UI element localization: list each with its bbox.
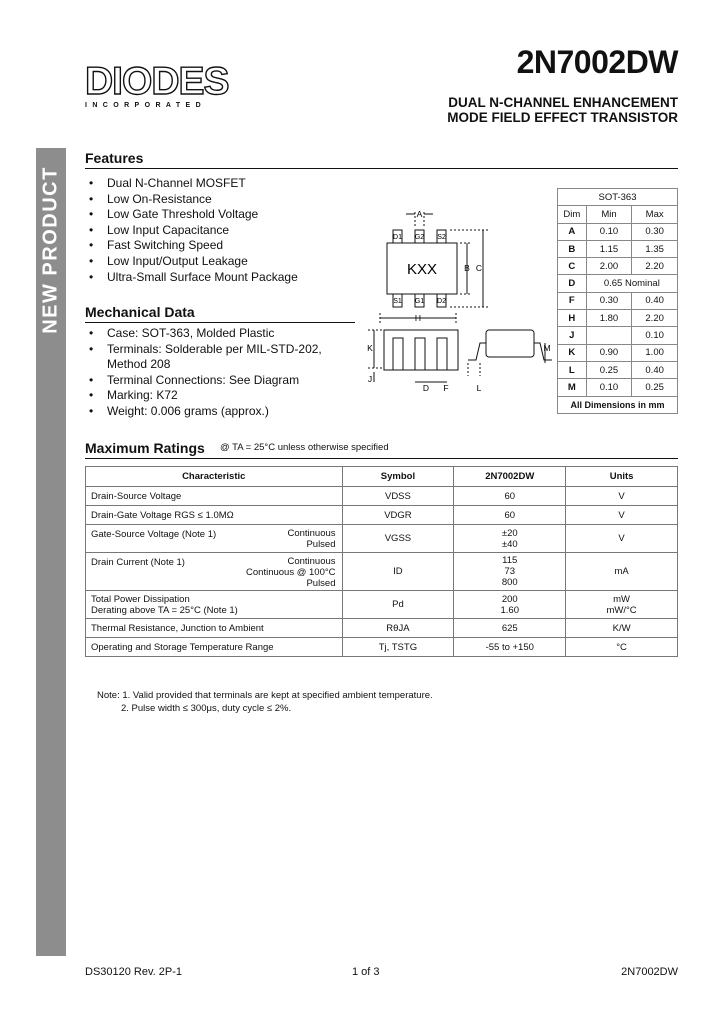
cond-1: Continuous <box>287 556 336 567</box>
pin-label-top-2: G2 <box>414 234 425 241</box>
features-title: Features <box>85 150 144 166</box>
ratings-unit: K/W <box>566 619 678 638</box>
dim-label-h: H <box>414 313 422 323</box>
cond-3: Pulsed <box>306 578 336 589</box>
marking-label: KXX <box>406 261 438 278</box>
ratings-header-row <box>86 467 678 487</box>
note-2: 2. Pulse width ≤ 300μs, duty cycle ≤ 2%. <box>121 703 292 714</box>
ratings-row-vdgr <box>86 506 678 525</box>
dim-cell: 0.40 <box>632 361 678 378</box>
ratings-char: Drain-Gate Voltage RGS ≤ 1.0MΩ <box>86 506 343 525</box>
char-line-1: Total Power Dissipation <box>91 593 190 605</box>
dim-row <box>558 310 678 327</box>
dim-label-d: D <box>422 383 430 393</box>
feature-item: • Low Input Capacitance <box>86 223 298 239</box>
ratings-header-characteristic: Characteristic <box>86 467 343 487</box>
feature-item: • Dual N-Channel MOSFET <box>86 176 298 192</box>
dim-label-a: A <box>416 209 423 219</box>
dim-cell: H <box>558 310 587 327</box>
mechanical-item: • Terminal Connections: See Diagram <box>86 373 322 389</box>
dim-cell: 0.25 <box>586 361 632 378</box>
feature-item: • Fast Switching Speed <box>86 238 298 254</box>
dim-cell: 0.65 Nominal <box>586 275 677 292</box>
subtitle-line-2: MODE FIELD EFFECT TRANSISTOR <box>447 110 678 125</box>
dim-cell: 0.10 <box>586 379 632 396</box>
mechanical-item <box>86 342 322 373</box>
dim-cell: B <box>558 240 587 257</box>
package-diagram <box>360 200 555 405</box>
ratings-symbol: VDSS <box>342 487 454 506</box>
dim-row <box>558 275 678 292</box>
ratings-unit: mA <box>566 553 678 591</box>
pin-label-top-3: S2 <box>437 234 446 241</box>
ratings-unit: V <box>566 487 678 506</box>
dim-cell: 0.25 <box>632 379 678 396</box>
ratings-char: Operating and Storage Temperature Range <box>86 638 343 657</box>
ratings-header-value: 2N7002DW <box>454 467 566 487</box>
ratings-table <box>85 466 678 657</box>
value-1: ±20 <box>501 527 518 539</box>
mechanical-list <box>86 326 322 420</box>
new-product-label <box>38 160 64 340</box>
ratings-value <box>454 525 566 553</box>
dim-cell: C <box>558 258 587 275</box>
dim-cell: 1.35 <box>632 240 678 257</box>
dim-label-l: L <box>476 383 482 393</box>
features-list <box>86 176 298 285</box>
dim-row <box>558 379 678 396</box>
pin-label-top-1: D1 <box>393 234 402 241</box>
ratings-rule <box>85 458 678 459</box>
value-2: 1.60 <box>500 604 519 616</box>
dim-cell: 1.80 <box>586 310 632 327</box>
dim-cell: 0.10 <box>586 223 632 240</box>
dim-header-min: Min <box>586 206 632 223</box>
feature-item: • Low On-Resistance <box>86 192 298 208</box>
logo-text: DIODES <box>85 60 229 103</box>
ratings-symbol: Tj, TSTG <box>342 638 454 657</box>
dim-cell: J <box>558 327 587 344</box>
ratings-row-tj <box>86 638 678 657</box>
ratings-char: Drain-Source Voltage <box>86 487 343 506</box>
ratings-cond <box>246 556 336 589</box>
features-rule <box>85 168 678 169</box>
dim-label-k: K <box>367 343 373 353</box>
ratings-value <box>454 553 566 591</box>
ratings-char <box>86 591 343 619</box>
dim-cell: 0.40 <box>632 292 678 309</box>
dim-cell: 1.00 <box>632 344 678 361</box>
dim-cell: F <box>558 292 587 309</box>
dim-cell: 0.10 <box>632 327 678 344</box>
ratings-row-vdss <box>86 487 678 506</box>
device-subtitle <box>447 95 678 125</box>
pin-label-bottom-3: D2 <box>437 298 446 305</box>
dim-cell: 0.30 <box>632 223 678 240</box>
ratings-value: 625 <box>454 619 566 638</box>
logo-subtext: INCORPORATED <box>85 102 207 109</box>
dim-cell: 2.20 <box>632 310 678 327</box>
ratings-symbol: Pd <box>342 591 454 619</box>
dim-row <box>558 361 678 378</box>
dim-label-m: M <box>543 343 551 353</box>
ratings-value <box>454 591 566 619</box>
value-2: 73 <box>504 566 516 577</box>
ratings-header-symbol: Symbol <box>342 467 454 487</box>
dim-row <box>558 327 678 344</box>
note-1: Note: 1. Valid provided that terminals are kept at specified ambient temperature. <box>97 690 433 701</box>
ratings-unit <box>566 591 678 619</box>
ratings-row-rth <box>86 619 678 638</box>
ratings-row-pd <box>86 591 678 619</box>
lead-1 <box>393 338 403 370</box>
dim-label-j: J <box>367 374 373 384</box>
dim-row <box>558 292 678 309</box>
ratings-symbol: ID <box>342 553 454 591</box>
ratings-value: 60 <box>454 506 566 525</box>
ratings-unit: V <box>566 506 678 525</box>
dim-cell: 2.00 <box>586 258 632 275</box>
ratings-value: 60 <box>454 487 566 506</box>
value-1: 200 <box>501 593 518 605</box>
ratings-header-units: Units <box>566 467 678 487</box>
value-2: ±40 <box>501 538 518 550</box>
footer-part-number: 2N7002DW <box>621 966 678 978</box>
feature-item: • Ultra-Small Surface Mount Package <box>86 270 298 286</box>
dim-row <box>558 240 678 257</box>
dim-label-c: C <box>475 263 483 273</box>
dim-row <box>558 344 678 361</box>
ratings-symbol: VDGR <box>342 506 454 525</box>
mechanical-terminals-cont: Method 208 <box>107 357 171 372</box>
footer-page-number: 1 of 3 <box>352 966 380 978</box>
ratings-row-vgss <box>86 525 678 553</box>
pin-label-bottom-2: G1 <box>414 298 425 305</box>
ratings-unit: V <box>566 525 678 553</box>
mechanical-item: • Case: SOT-363, Molded Plastic <box>86 326 322 342</box>
ratings-note: @ TA = 25°C unless otherwise specified <box>220 442 389 453</box>
dim-cell <box>586 327 632 344</box>
ratings-char <box>86 553 343 591</box>
dimensions-package: SOT-363 <box>558 189 678 206</box>
value-3: 800 <box>501 577 518 588</box>
dimensions-table <box>557 188 678 414</box>
dim-cell: K <box>558 344 587 361</box>
part-number-title: 2N7002DW <box>516 44 678 80</box>
mechanical-terminals: Terminals: Solderable per MIL-STD-202, <box>107 341 322 356</box>
char-line-2: Derating above TA = 25°C (Note 1) <box>91 604 238 616</box>
ratings-symbol: RθJA <box>342 619 454 638</box>
dim-row <box>558 223 678 240</box>
cond-1: Continuous <box>287 528 336 539</box>
ratings-value: -55 to +150 <box>454 638 566 657</box>
new-product-text: NEW PRODUCT <box>39 166 62 334</box>
ratings-char: Thermal Resistance, Junction to Ambient <box>86 619 343 638</box>
unit-1: mW <box>613 593 631 605</box>
ratings-char-text: Drain Current (Note 1) <box>91 557 185 568</box>
dim-row <box>558 258 678 275</box>
dim-cell: A <box>558 223 587 240</box>
dim-cell: 1.15 <box>586 240 632 257</box>
dimensions-footer: All Dimensions in mm <box>558 396 678 413</box>
unit-2: mW/°C <box>606 604 637 616</box>
dim-cell: 0.90 <box>586 344 632 361</box>
mechanical-rule <box>85 322 355 323</box>
dim-cell: M <box>558 379 587 396</box>
lead-3 <box>437 338 447 370</box>
feature-item: • Low Gate Threshold Voltage <box>86 207 298 223</box>
pin-label-bottom-1: S1 <box>393 298 402 305</box>
package-body-end-view <box>486 330 534 357</box>
mechanical-title: Mechanical Data <box>85 304 195 320</box>
footer-doc-id: DS30120 Rev. 2P-1 <box>85 966 183 978</box>
dim-header-dim: Dim <box>558 206 587 223</box>
mechanical-item: • Marking: K72 <box>86 388 322 404</box>
ratings-row-id <box>86 553 678 591</box>
dim-header-max: Max <box>632 206 678 223</box>
dim-label-b: B <box>464 263 470 273</box>
dim-cell: D <box>558 275 587 292</box>
feature-item: • Low Input/Output Leakage <box>86 254 298 270</box>
dim-cell: L <box>558 361 587 378</box>
notes <box>97 689 433 715</box>
lead-2 <box>415 338 425 370</box>
ratings-title: Maximum Ratings <box>85 440 205 456</box>
dim-cell: 2.20 <box>632 258 678 275</box>
subtitle-line-1: DUAL N-CHANNEL ENHANCEMENT <box>448 95 678 110</box>
mechanical-item: • Weight: 0.006 grams (approx.) <box>86 404 322 420</box>
diodes-logo <box>85 62 235 112</box>
ratings-unit: °C <box>566 638 678 657</box>
value-1: 115 <box>502 555 518 566</box>
cond-2: Pulsed <box>306 539 336 550</box>
ratings-cond <box>287 528 335 550</box>
dim-label-f: F <box>443 383 449 393</box>
ratings-char-text: Gate-Source Voltage (Note 1) <box>91 529 217 540</box>
ratings-symbol: VGSS <box>342 525 454 553</box>
ratings-char <box>86 525 343 553</box>
cond-2: Continuous @ 100°C <box>246 567 336 578</box>
dim-cell: 0.30 <box>586 292 632 309</box>
